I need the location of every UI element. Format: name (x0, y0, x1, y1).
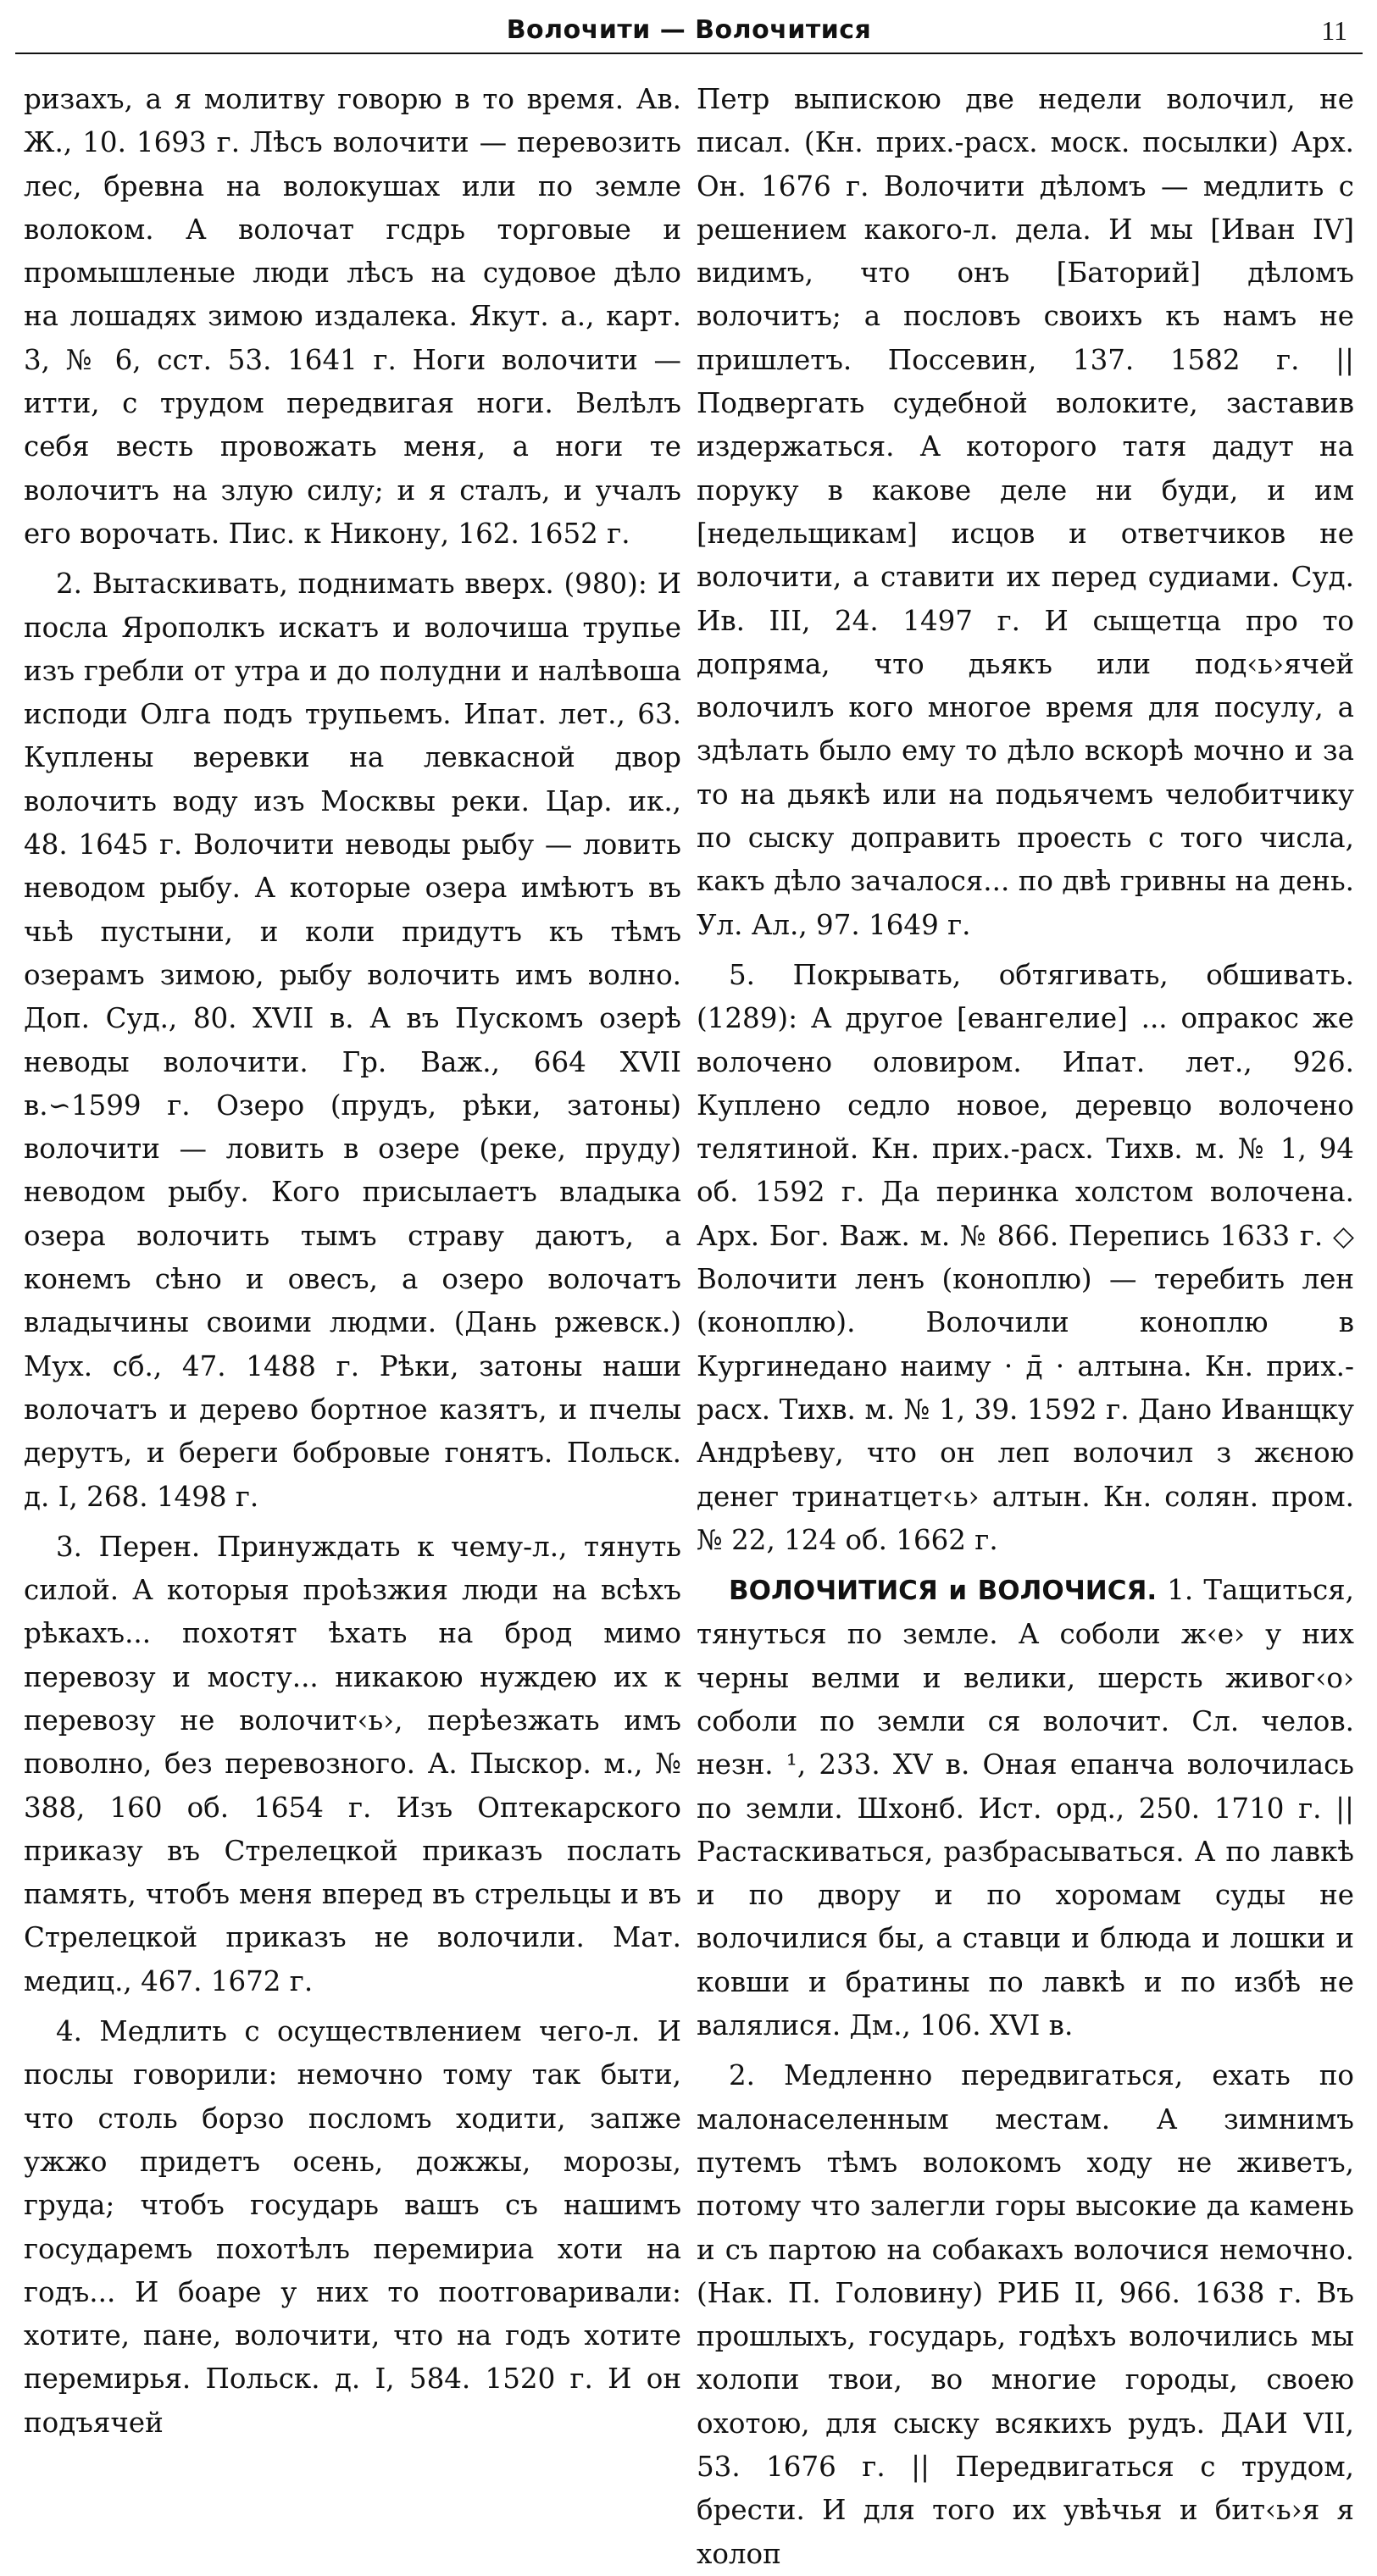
page-number: 11 (1321, 15, 1347, 46)
continuation-paragraph: Петр выпискою две недели волочил, не писал. (Кн. прих.-расх. моск. посылки) Арх. Он. 1676 г. Волочити дѣломъ — медлить с решением какого-л. дела. И мы [Иван IV] видимъ, что онъ [Баторий] дѣломъ волочитъ; а пословъ своихъ къ намъ не пришлетъ. Поссевин, 137. 1582 г. || Подвергать судебной волоките, заставив издержаться. А которого татя дадут на поруку в какове деле ни буди, и им [недельщикам] исцов и ответчиков не волочити, а ставити их перед судиами. Суд. Ив. III, 24. 1497 г. И сыщетца про то допряма, что дьякъ или под‹ь›ячей волочилъ кого многое время для посулу, а здѣлать было ему то дѣло вскорѣ мочно и за то на дьякѣ или на подьячемъ челобитчику по сыску доправить проесть с того числа, какъ дѣло зачалося... по двѣ гривны на день. Ул. Ал., 97. 1649 г. (697, 83, 1354, 941)
right-column (697, 78, 1354, 2570)
sense-2-volochitisya-paragraph: 2. Медленно передвигаться, ехать по малонаселенным местам. А зимнимъ путемъ тѣмъ волокомъ ходу не живетъ, потому что залегли горы высокие да камень и съ партою на собакахъ волочися немочно. (Нак. П. Головину) РИБ II, 966. 1638 г. Въ прошлыхъ, государь, годѣхъ волочились мы холопи твои, во многие городы, своею охотою, для сыску всякихъ рудъ. ДАИ VII, 53. 1676 г. || Передвигаться с трудом, брести. И для того их увѣчья и бит‹ь›я я холоп (697, 2059, 1354, 2570)
sense-5-paragraph: 5. Покрывать, обтягивать, обшивать. (1289): А другое [евангелие] ... опракос же волочено оловиром. Ипат. лет., 926. Куплено седло новое, деревцо волочено телятиной. Кн. прих.-расх. Тихв. м. № 1, 94 об. 1592 г. Да перинка холстом волочена. Арх. Бог. Важ. м. № 866. Перепись 1633 г. ◇ Волочити ленъ (коноплю) — теребить лен (коноплю). Волочили коноплю в Кургинедано наиму · д̄ · алтына. Кн. прих.-расх. Тихв. м. № 1, 39. 1592 г. Дано Иванщку Андрѣеву, что он леп волочил з жєною денег тринатцет‹ь› алтын. Кн. солян. пром. № 22, 124 об. 1662 г. (697, 958, 1354, 1556)
entry-paragraph: ризахъ, а я молитву говорю в то время. Ав. Ж., 10. 1693 г. Лѣсъ волочити — перевозить лес, бревна на волокушах или по земле волоком. А волочат гсдрь торговые и промышленые люди лѣсъ на судовое дѣло на лошадях зимою издалека. Якут. а., карт. 3, № 6, сст. 53. 1641 г. Ноги волочити — итти, с трудом передвигая ноги. Велѣлъ себя весть провожать меня, а ноги те волочитъ на злую силу; и я сталъ, и учалъ его ворочать. Пис. к Никону, 162. 1652 г. (24, 83, 681, 550)
headword-entry (697, 1569, 1354, 2047)
headword: ВОЛОЧИТИСЯ и ВОЛОЧИСЯ. (729, 1576, 1158, 1607)
headword-definition: 1. Тащиться, тянуться по земле. А соболи ж‹е› у них черны велми и велики, шерсть живог‹о› соболи по земли ся волочит. Сл. челов. незн. ¹, 233. XV в. Оная епанча волочилась по земли. Шхонб. Ист. орд., 250. 1710 г. || Растаскиваться, разбрасываться. А по лавкѣ и по двору и по хоромам суды не волочилися бы, а ставци и блюда и лошки и ковши и братины по лавкѣ и по избѣ не валялися. Дм., 106. XVI в. (697, 1574, 1354, 2042)
sense-2-paragraph: 2. Вытаскивать, поднимать вверх. (980): И посла Ярополкъ искатъ и волочиша трупье изъ гребли от утра и до полудни и налѣвоша исподи Олга подъ трупьемъ. Ипат. лет., 63. Куплены веревки на левкасной двор волочить воду изъ Москвы реки. Цар. ик., 48. 1645 г. Волочити неводы рыбу — ловить неводом рыбу. А которые озера имѣютъ въ чьѣ пустыни, и коли придутъ къ тѣмъ озерамъ зимою, рыбу волочить имъ волно. Доп. Суд., 80. XVII в. А въ Пускомъ озерѣ неводы волочити. Гр. Важ., 664 XVII в.∽1599 г. Озеро (прудъ, рѣки, затоны) волочити — ловить в озере (реке, пруду) неводом рыбу. Кого присылаетъ владыка озера волочить тымъ страву даютъ, а конемъ сѣно и овесъ, а озеро волочатъ владычины своими людми. (Дань ржевск.) Мух. сб., 47. 1488 г. Рѣки, затоны наши волочатъ и дерево бортное казятъ, и пчелы дерутъ, и береги бобровые гонятъ. Польск. д. I, 268. 1498 г. (24, 568, 681, 1513)
sense-3-paragraph: 3. Перен. Принуждать к чему-л., тянуть силой. А которыя проѣзжия люди на всѣхъ рѣкахъ... похотят ѣхать на брод мимо перевозу и мосту... никакою нуждею их к перевозу не волочит‹ь›, перѣезжать имъ поволно, без перевозного. А. Пыскор. м., № 388, 160 об. 1654 г. Изъ Оптекарского приказу въ Стрелецкой приказъ послать память, чтобъ меня вперед въ стрельцы и въ Стрелецкой приказъ не волочили. Мат. медиц., 467. 1672 г. (24, 1530, 681, 1997)
left-column (24, 78, 681, 2439)
sense-4-paragraph: 4. Медлить с осуществлением чего-л. И послы говорили: немочно тому так быти, что столь борзо посломъ ходити, запже ужжо придетъ осень, дожжы, морозы, груда; чтобъ государь вашъ съ нашимъ государемъ похотѣлъ перемириа хоти на годъ... И боаре у них то поотговаривали: хотите, пане, волочити, что на годъ хотите перемирья. Польск. д. I, 584. 1520 г. И он подъячей (24, 2015, 681, 2439)
page-header (15, 8, 1363, 54)
running-head: Волочити — Волочитися (506, 15, 872, 45)
